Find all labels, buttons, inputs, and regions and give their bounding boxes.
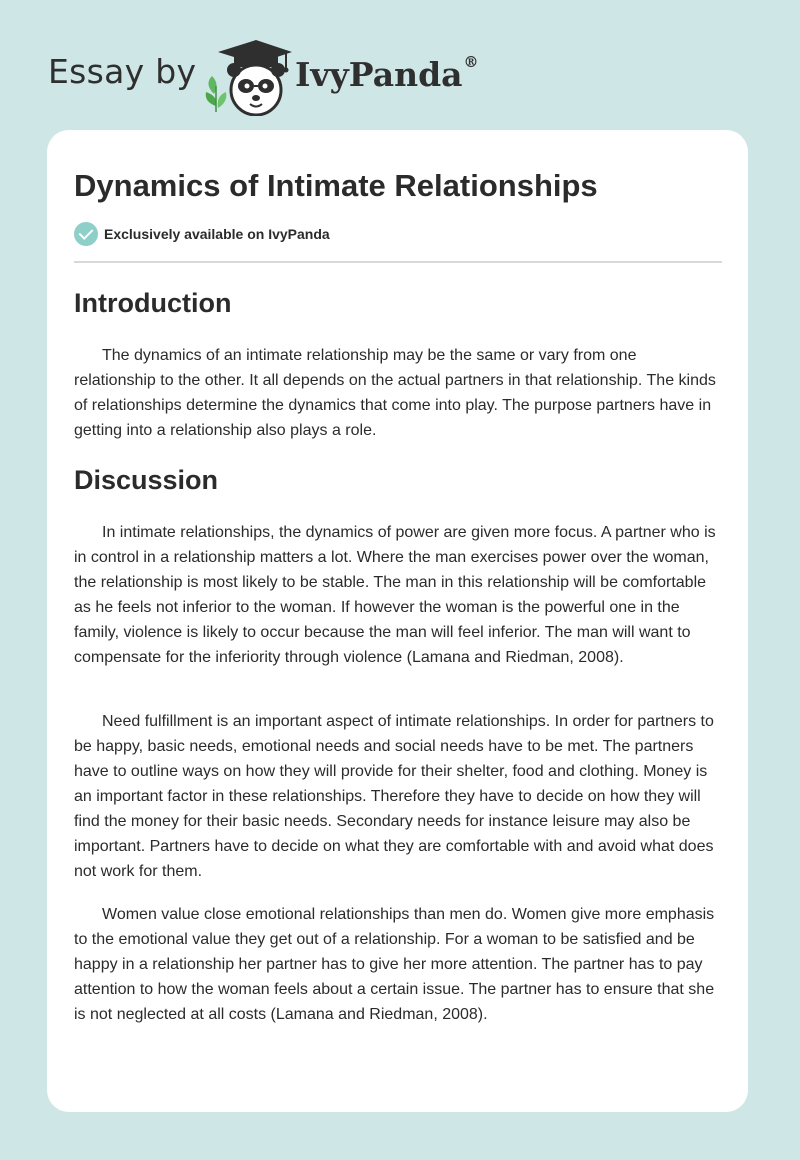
check-circle-icon [74,222,98,246]
brand-prefix: Essay by [48,52,197,91]
exclusive-badge [74,222,330,246]
registered-mark: ® [463,53,479,71]
section-heading-discussion: Discussion [74,465,219,495]
essay-title: Dynamics of Intimate Relationships [74,168,598,203]
brand-name[interactable] [295,55,479,94]
section-heading-introduction: Introduction [74,288,232,318]
paragraph-discussion-2: Need fulfillment is an important aspect of intimate relationships. In order for partners to be happy, basic needs, emotional needs and social needs have to be met. The partners have to outline ways on how they will provide for their shelter, food and clothing. Money is an important factor in these relationships. Therefore they have to decide on how they will find the money for their basic needs. Secondary needs for instance leisure may also be important. Partners have to decide on what they are comfortable with and avoid what does not work for them. [74,713,714,880]
brand-name-text: IvyPanda [295,55,463,94]
essay-card [47,130,748,1112]
paragraph-discussion-1: In intimate relationships, the dynamics of power are given more focus. A partner who is in control in a relationship matters a lot. Where the man exercises power over the woman, the relationship is most likely to be stable. The man in this relationship will be comfortable as he feels not inferior to the woman. If however the woman is the powerful one in the family, violence is likely to occur because the man will feel inferior. The man will want to compensate for the inferiority through violence (Lamana and Riedman, 2008). [74,524,716,666]
panda-logo-icon[interactable] [200,36,296,116]
title-divider [74,261,722,263]
paragraph-introduction-1: The dynamics of an intimate relationship may be the same or vary from one relationship to the other. It all depends on the actual partners in that relationship. The kinds of relationships determine the dynamics that come into play. The purpose partners have in getting into a relationship also plays a role. [74,347,716,439]
brand-header [48,30,548,120]
exclusive-badge-text: Exclusively available on IvyPanda [104,226,330,242]
paragraph-discussion-3: Women value close emotional relationships than men do. Women give more emphasis to the emotional value they get out of a relationship. For a woman to be satisfied and be happy in a relationship her partner has to give her more attention. The partner has to pay attention to how the woman feels about a certain issue. The partner has to ensure that she is not neglected at all costs (Lamana and Riedman, 2008). [74,906,715,1023]
